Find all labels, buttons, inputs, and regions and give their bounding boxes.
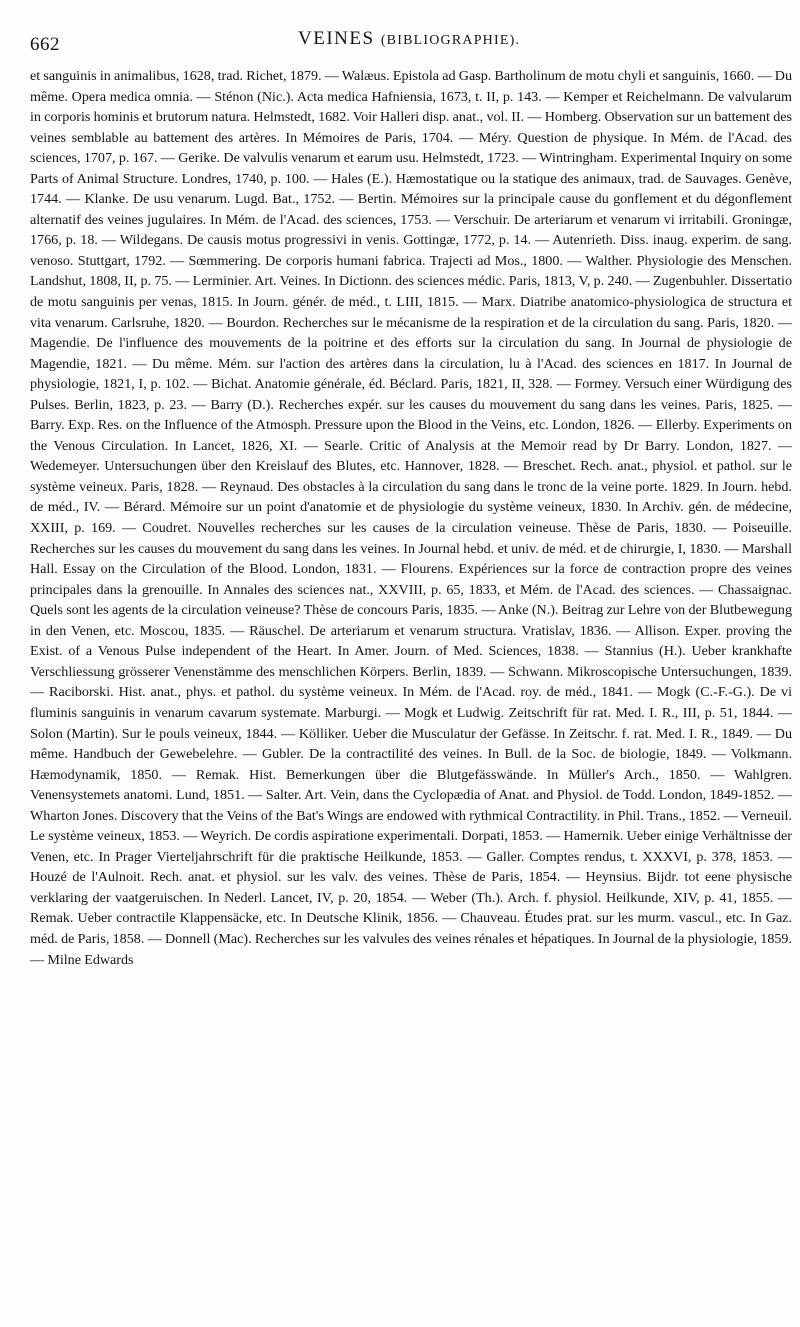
running-title-main: VEINES xyxy=(298,28,375,49)
bibliography-text xyxy=(30,66,792,970)
running-title-subtitle: (BIBLIOGRAPHIE). xyxy=(380,33,521,48)
page-number: 662 xyxy=(30,34,60,55)
bibliography-paragraph: et sanguinis in animalibus, 1628, trad. Richet, 1879. — Walæus. Epistola ad Gasp. Bartholinum de motu chyli et sanguinis, 1660. — Du même. Opera medica omnia. — Sténon (Nic.). Acta medica Hafniensia, 1673, t. II, p. 143. — Kemper et Reichelmann. De valvularum in corporis hominis et brutorum natura. Helmstedt, 1682. Voir Halleri disp. anat., vol. II. — Homberg. Observation sur un battement des veines semblable au battement des artères. In Mémoires de Paris, 1704. — Méry. Question de physique. In Mém. de l'Acad. des sciences, 1707, p. 167. — Gerike. De valvulis venarum et earum usu. Helmstedt, 1723. — Wintringham. Experimental Inquiry on some Parts of Animal Structure. Londres, 1740, p. 100. — Hales (E.). Hæmostatique ou la statique des animaux, trad. de Sauvages. Genève, 1744. — Klanke. De usu venarum. Lugd. Bat., 1752. — Bertin. Mémoires sur la principale cause du gonflement et du dégonflement alternatif des veines jugulaires. In Mém. de l'Acad. des sciences, 1753. — Verschuir. De arteriarum et venarum vi irritabili. Groningæ, 1766, p. 18. — Wildegans. De causis motus progressivi in venis. Gottingæ, 1772, p. 14. — Autenrieth. Diss. inaug. experim. de sang. venoso. Stuttgart, 1792. — Sœmmering. De corporis humani fabrica. Trajecti ad Mos., 1800. — Walther. Physiologie des Menschen. Landshut, 1808, II, p. 75. — Lerminier. Art. Veines. In Dictionn. des sciences médic. Paris, 1813, V, p. 240. — Zugenbuhler. Dissertatio de motu sanguinis per venas, 1815. In Journ. génér. de méd., t. LIII, 1815. — Marx. Diatribe anatomico-physiologica de structura et vita venarum. Carlsruhe, 1820. — Bourdon. Recherches sur le mécanisme de la respiration et de la circulation du sang. Paris, 1820. — Magendie. De l'influence des mouvements de la poitrine et des efforts sur la circulation du sang. In Journal de physiologie de Magendie, 1821. — Du même. Mém. sur l'action des artères dans la circulation, lu à l'Acad. des sciences en 1817. In Journal de physiologie, 1821, I, p. 102. — Bichat. Anatomie générale, éd. Béclard. Paris, 1821, II, 328. — Formey. Versuch einer Würdigung des Pulses. Berlin, 1823, p. 23. — Barry (D.). Recherches expér. sur les causes du mouvement du sang dans les veines. Paris, 1825. — Barry. Exp. Res. on the Influence of the Atmosph. Pressure upon the Blood in the Veins, etc. London, 1826. — Ellerby. Experiments on the Venous Circulation. In Lancet, 1826, XI. — Searle. Critic of Analysis at the Memoir read by Dr Barry. London, 1827. — Wedemeyer. Untersuchungen über den Kreislauf des Blutes, etc. Hannover, 1828. — Breschet. Rech. anat., physiol. et pathol. sur le système veineux. Paris, 1828. — Reynaud. Des obstacles à la circulation du sang dans le tronc de la veine porte. 1829. In Journ. hebd. de méd., IV. — Bérard. Mémoire sur un point d'anatomie et de physiologie du système veineux, 1830. In Archiv. gén. de médecine, XXIII, p. 169. — Coudret. Nouvelles recherches sur les causes de la circulation veineuse. Thèse de Paris, 1830. — Poiseuille. Recherches sur les causes du mouvement du sang dans les veines. In Journal hebd. et univ. de méd. et de chirurgie, I, 1830. — Marshall Hall. Essay on the Circulation of the Blood. London, 1831. — Flourens. Expériences sur la force de contraction propre des veines principales dans la grenouille. In Annales des sciences nat., XXVIII, p. 65, 1833, et Mém. de l'Acad. des sciences. — Chassaignac. Quels sont les agents de la circulation veineuse? Thèse de concours Paris, 1835. — Anke (N.). Beitrag zur Lehre von der Blutbewegung in den Venen, etc. Moscou, 1835. — Räuschel. De arteriarum et venarum structura. Vratislav, 1836. — Allison. Exper. proving the Exist. of a Venous Pulse independent of the Heart. In Amer. Journ. of Med. Sciences, 1838. — Stannius (H.). Ueber krankhafte Verschliessung grösserer Venenstämme des menschlichen Körpers. Berlin, 1839. — Schwann. Mikroscopische Untersuchungen, 1839. — Raciborski. Hist. anat., phys. et pathol. du système veineux. In Mém. de l'Acad. roy. de méd., 1841. — Mogk (C.-F.-G.). De vi fluminis sanguinis in venarum cavarum systemate. Marburgi. — Mogk et Ludwig. Zeitschrift für rat. Med. I. R., III, p. 51, 1844. — Solon (Martin). Sur le pouls veineux, 1844. — Kölliker. Ueber die Musculatur der Gefässe. In Zeitschr. f. rat. Med. I. R., 1849. — Du même. Handbuch der Gewebelehre. — Gubler. De la contractilité des veines. In Bull. de la Soc. de biologie, 1849. — Volkmann. Hæmodynamik, 1850. — Remak. Hist. Bemerkungen über die Blutgefässwände. In Müller's Arch., 1850. — Wahlgren. Venensystemets anatomi. Lund, 1851. — Salter. Art. Vein, dans the Cyclopædia of Anat. and Physiol. de Todd. London, 1849-1852. — Wharton Jones. Discovery that the Veins of the Bat's Wings are endowed with rythmical Contractility. in Phil. Trans., 1852. — Verneuil. Le système veineux, 1853. — Weyrich. De cordis aspiratione experimentali. Dorpati, 1853. — Hamernik. Ueber einige Verhältnisse der Venen, etc. In Prager Vierteljahrschrift für die praktische Heilkunde, 1853. — Galler. Comptes rendus, t. XXXVI, p. 378, 1853. — Houzé de l'Aulnoit. Rech. anat. et physiol. sur les valv. des veines. Thèse de Paris, 1854. — Heynsius. Bijdr. tot eene physische verklaring der vaatgeruischen. In Nederl. Lancet, IV, p. 20, 1854. — Weber (Th.). Arch. f. physiol. Heilkunde, XIV, p. 41, 1855. — Remak. Ueber contractile Klappensäcke, etc. In Deutsche Klinik, 1856. — Chauveau. Études prat. sur les murm. vascul., etc. In Gaz. méd. de Paris, 1858. — Donnell (Mac). Recherches sur les valvules des veines rénales et hépatiques. In Journal de la physiologie, 1859. — Milne Edwards xyxy=(30,68,792,968)
page-header xyxy=(30,28,770,58)
running-title xyxy=(298,28,520,50)
